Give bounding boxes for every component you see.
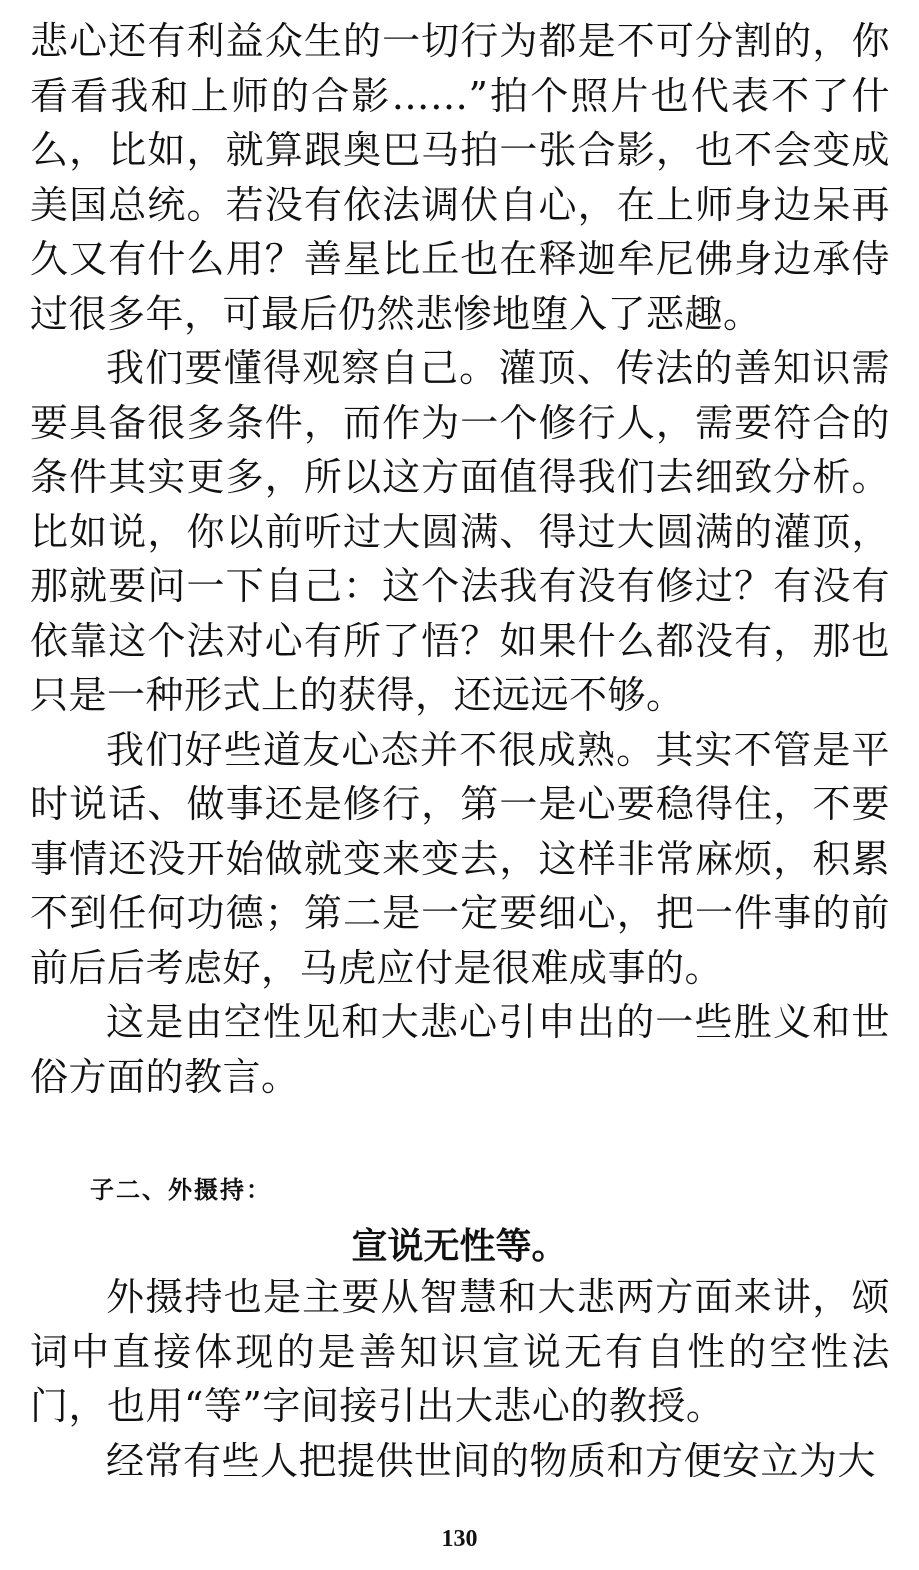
paragraph: 经常有些人把提供世间的物质和方便安立为大 bbox=[106, 1438, 877, 1483]
verse-quote: 宣说无性等。 bbox=[351, 1226, 568, 1267]
body-text-block-2 bbox=[30, 1270, 890, 1488]
paragraph: 我们要懂得观察自己。灌顶、传法的善知识需要具备很多条件，而作为一个修行人，需要符合的条件其实更多，所以这方面值得我们去细致分析。比如说，你以前听过大圆满、得过大圆满的灌顶，那就要问一下自己：这个法我有没有修过？有没有依靠这个法对心有所了悟？如果什么都没有，那也只是一种形式上的获得，还远远不够。 bbox=[30, 346, 890, 717]
paragraph-continued: 悲心还有利益众生的一切行为都是不可分割的，你看看我和上师的合影……”拍个照片也代表不了什么，比如，就算跟奥巴马拍一张合影，也不会变成美国总统。若没有依法调伏自心，在上师身边呆再久又有什么用？善星比丘也在释迦牟尼佛身边承侍过很多年，可最后仍然悲惨地堕入了恶趣。 bbox=[30, 19, 890, 336]
paragraph: 这是由空性见和大悲心引申出的一些胜义和世俗方面的教言。 bbox=[30, 1000, 890, 1099]
section-heading: 子二、外摄持： bbox=[90, 1176, 272, 1204]
paragraph: 我们好些道友心态并不很成熟。其实不管是平时说话、做事还是修行，第一是心要稳得住，不要事情还没开始做就变来变去，这样非常麻烦，积累不到任何功德；第二是一定要细心，把一件事的前前后后考虑好，马虎应付是很难成事的。 bbox=[30, 727, 890, 990]
body-text-block bbox=[30, 14, 890, 1104]
page-number: 130 bbox=[441, 1526, 478, 1552]
paragraph: 外摄持也是主要从智慧和大悲两方面来讲，颂词中直接体现的是善知识宣说无有自性的空性法门，也用“等”字间接引出大悲心的教授。 bbox=[30, 1275, 890, 1428]
